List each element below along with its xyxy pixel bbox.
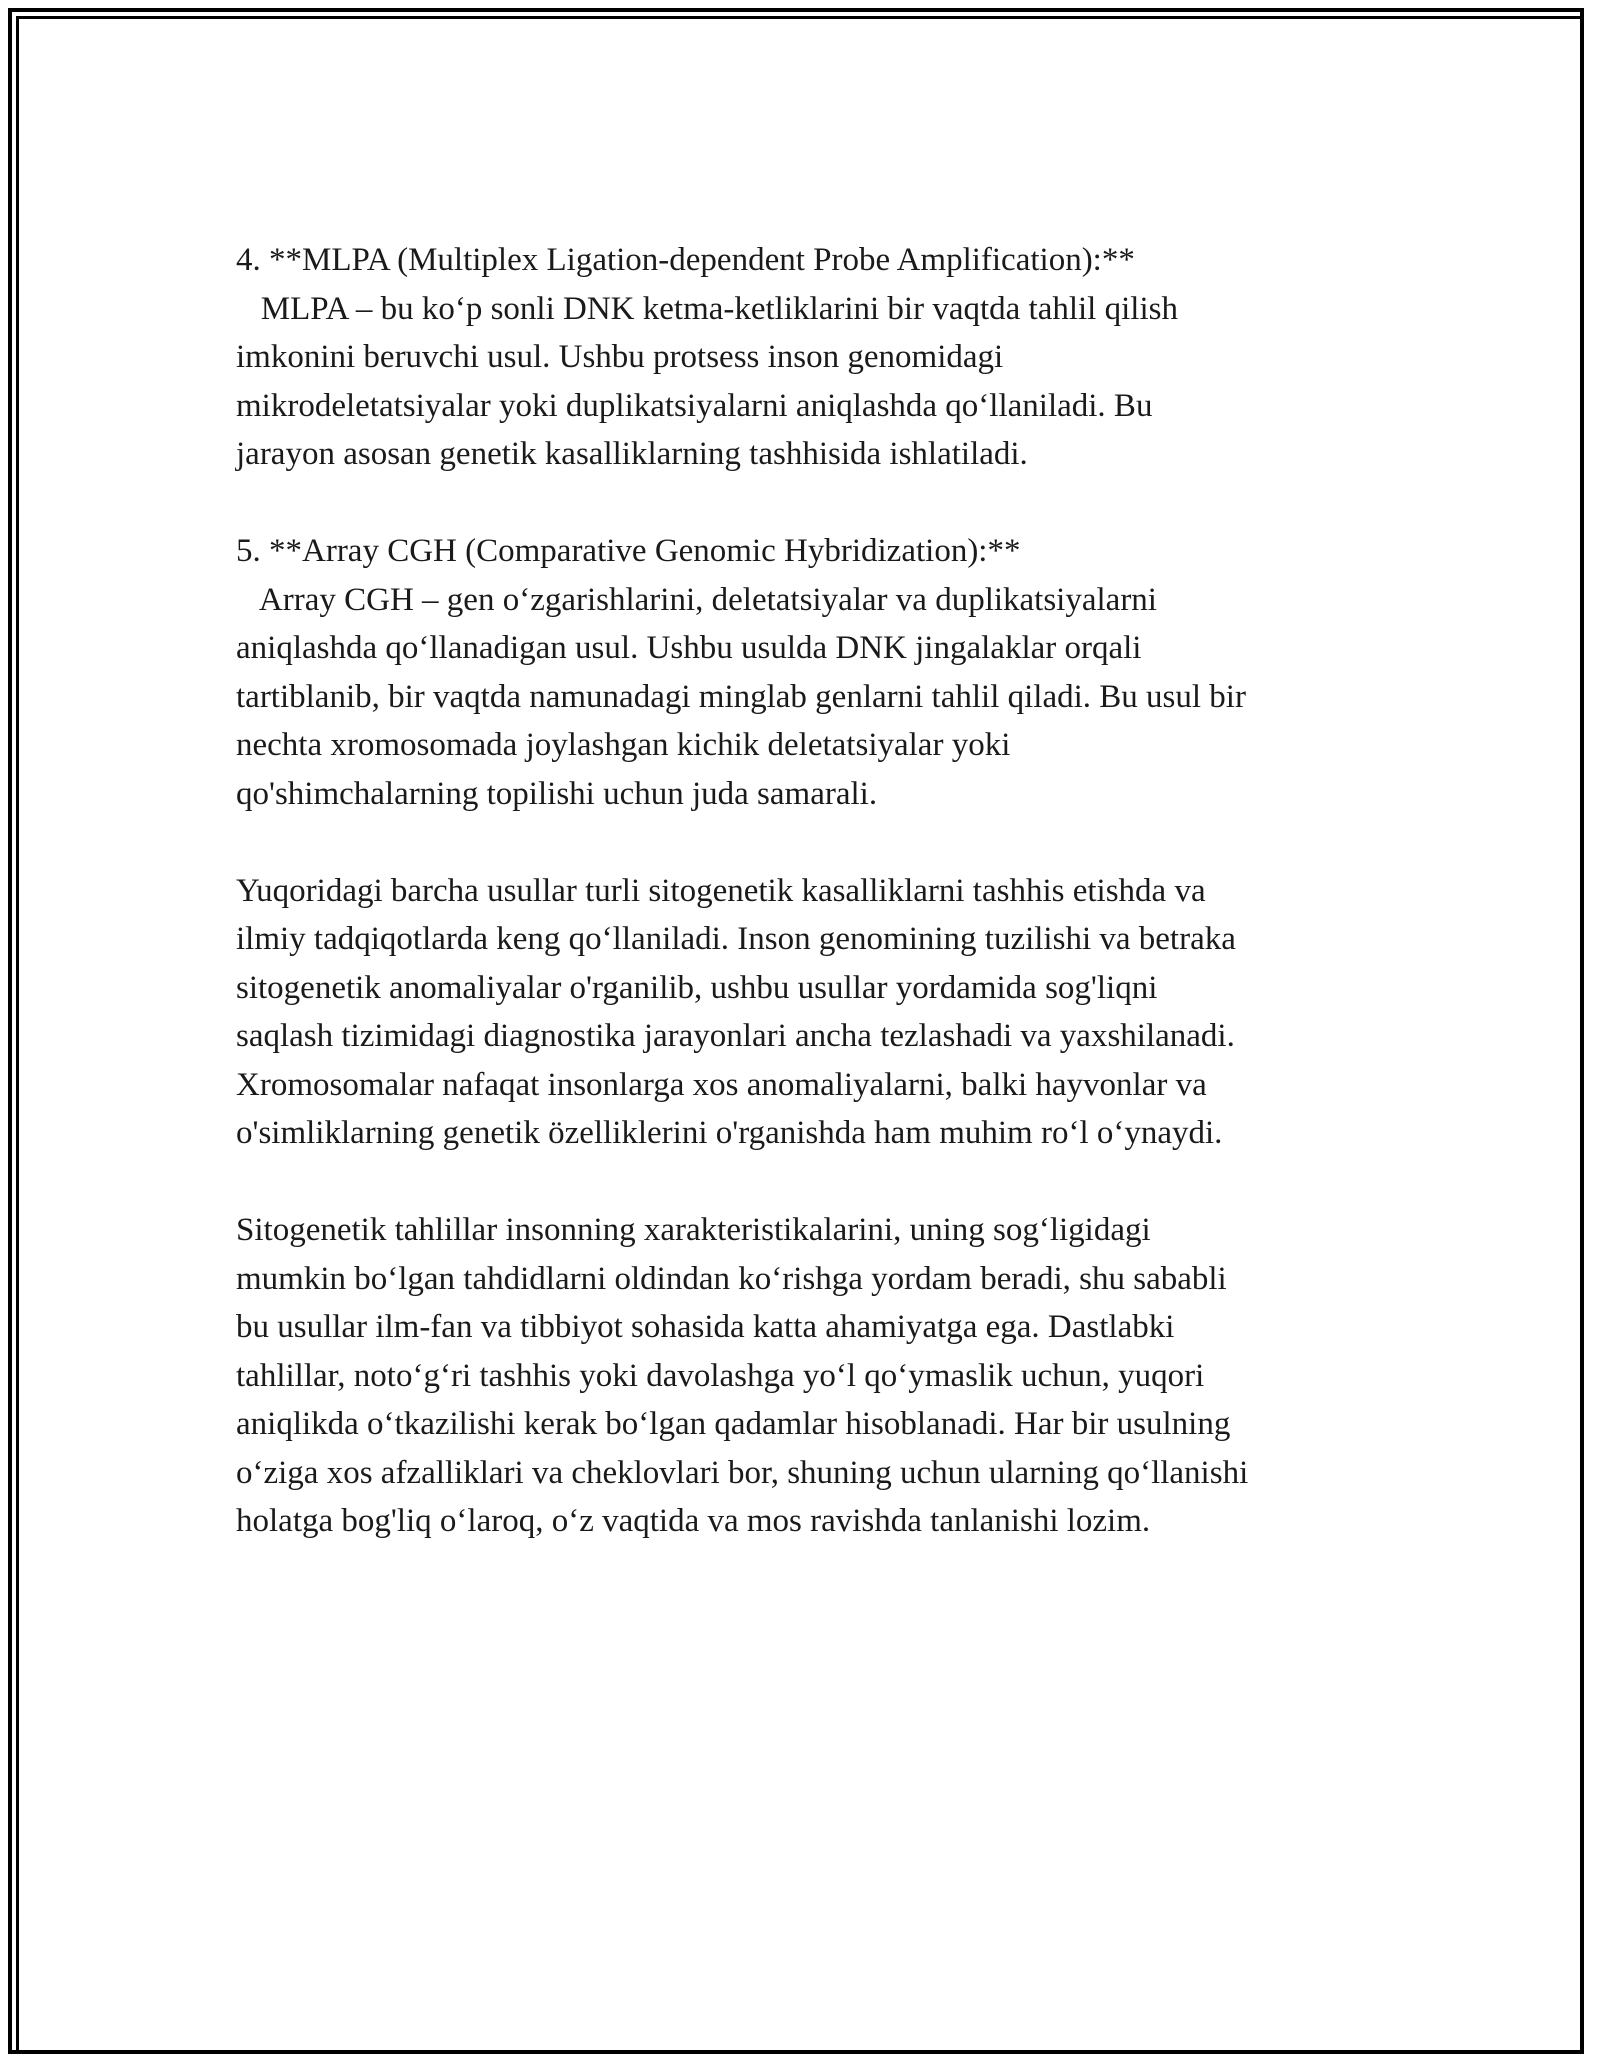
text-line: saqlash tizimidagi diagnostika jarayonlari ancha tezlashadi va yaxshilanadi. <box>236 1018 1235 1054</box>
text-line: sitogenetik anomaliyalar o'rganilib, ushbu usullar yordamida sog'liqni <box>236 969 1158 1006</box>
text-line: aniqlashda qoʻllanadigan usul. Ushbu usulda DNK jingalaklar orqali <box>236 630 1142 666</box>
text-line: qo'shimchalarning topilishi uchun juda samarali. <box>236 775 878 812</box>
section-array-cgh <box>236 527 1396 818</box>
text-line: tahlillar, notoʻgʻri tashhis yoki davolashga yoʻl qoʻymaslik uchun, yuqori <box>236 1357 1205 1394</box>
text-line: tartiblanib, bir vaqtda namunadagi minglab genlarni tahlil qiladi. Bu usul bir <box>236 678 1246 715</box>
text-line: nechta xromosomada joylashgan kichik deletatsiyalar yoki <box>236 727 1011 763</box>
text-line: Yuqoridagi barcha usullar turli sitogenetik kasalliklarni tashhis etishda va <box>236 872 1206 909</box>
text-line: mumkin boʻlgan tahdidlarni oldindan koʻrishga yordam beradi, shu sababli <box>236 1260 1227 1297</box>
text-line: Xromosomalar nafaqat insonlarga xos anomaliyalarni, balki hayvonlar va <box>236 1066 1207 1103</box>
text-line: jarayon asosan genetik kasalliklarning tashhisida ishlatiladi. <box>236 436 1028 472</box>
text-line: MLPA – bu koʻp sonli DNK ketma-ketliklarini bir vaqtda tahlil qilish <box>236 290 1178 327</box>
text-line: Array CGH – gen oʻzgarishlarini, deletatsiyalar va duplikatsiyalarni <box>236 581 1157 618</box>
section-heading: 4. **MLPA (Multiplex Ligation-dependent Probe Amplification):** <box>236 242 1135 278</box>
text-line: aniqlikda oʻtkazilishi kerak boʻlgan qadamlar hisoblanadi. Har bir usulning <box>236 1406 1231 1442</box>
text-line: oʻziga xos afzalliklari va cheklovlari bor, shuning uchun ularning qoʻllanishi <box>236 1454 1249 1491</box>
text-line: holatga bog'liq oʻlaroq, oʻz vaqtida va mos ravishda tanlanishi lozim. <box>236 1503 1151 1539</box>
text-line: mikrodeletatsiyalar yoki duplikatsiyalarni aniqlashda qoʻllaniladi. Bu <box>236 387 1153 424</box>
text-line: imkonini beruvchi usul. Ushbu protsess inson genomidagi <box>236 339 1004 375</box>
text-line: bu usullar ilm-fan va tibbiyot sohasida katta ahamiyatga ega. Dastlabki <box>236 1309 1175 1345</box>
section-mlpa <box>236 236 1396 479</box>
paragraph-conclusion <box>236 1206 1396 1546</box>
document-body <box>236 236 1396 1594</box>
section-heading: 5. **Array CGH (Comparative Genomic Hybridization):** <box>236 533 1021 569</box>
text-line: o'simliklarning genetik özelliklerini o'rganishda ham muhim roʻl oʻynaydi. <box>236 1115 1223 1151</box>
paragraph-summary <box>236 867 1396 1158</box>
text-line: ilmiy tadqiqotlarda keng qoʻllaniladi. Inson genomining tuzilishi va betraka <box>236 921 1236 957</box>
text-line: Sitogenetik tahlillar insonning xarakteristikalarini, uning sogʻligidagi <box>236 1212 1151 1248</box>
